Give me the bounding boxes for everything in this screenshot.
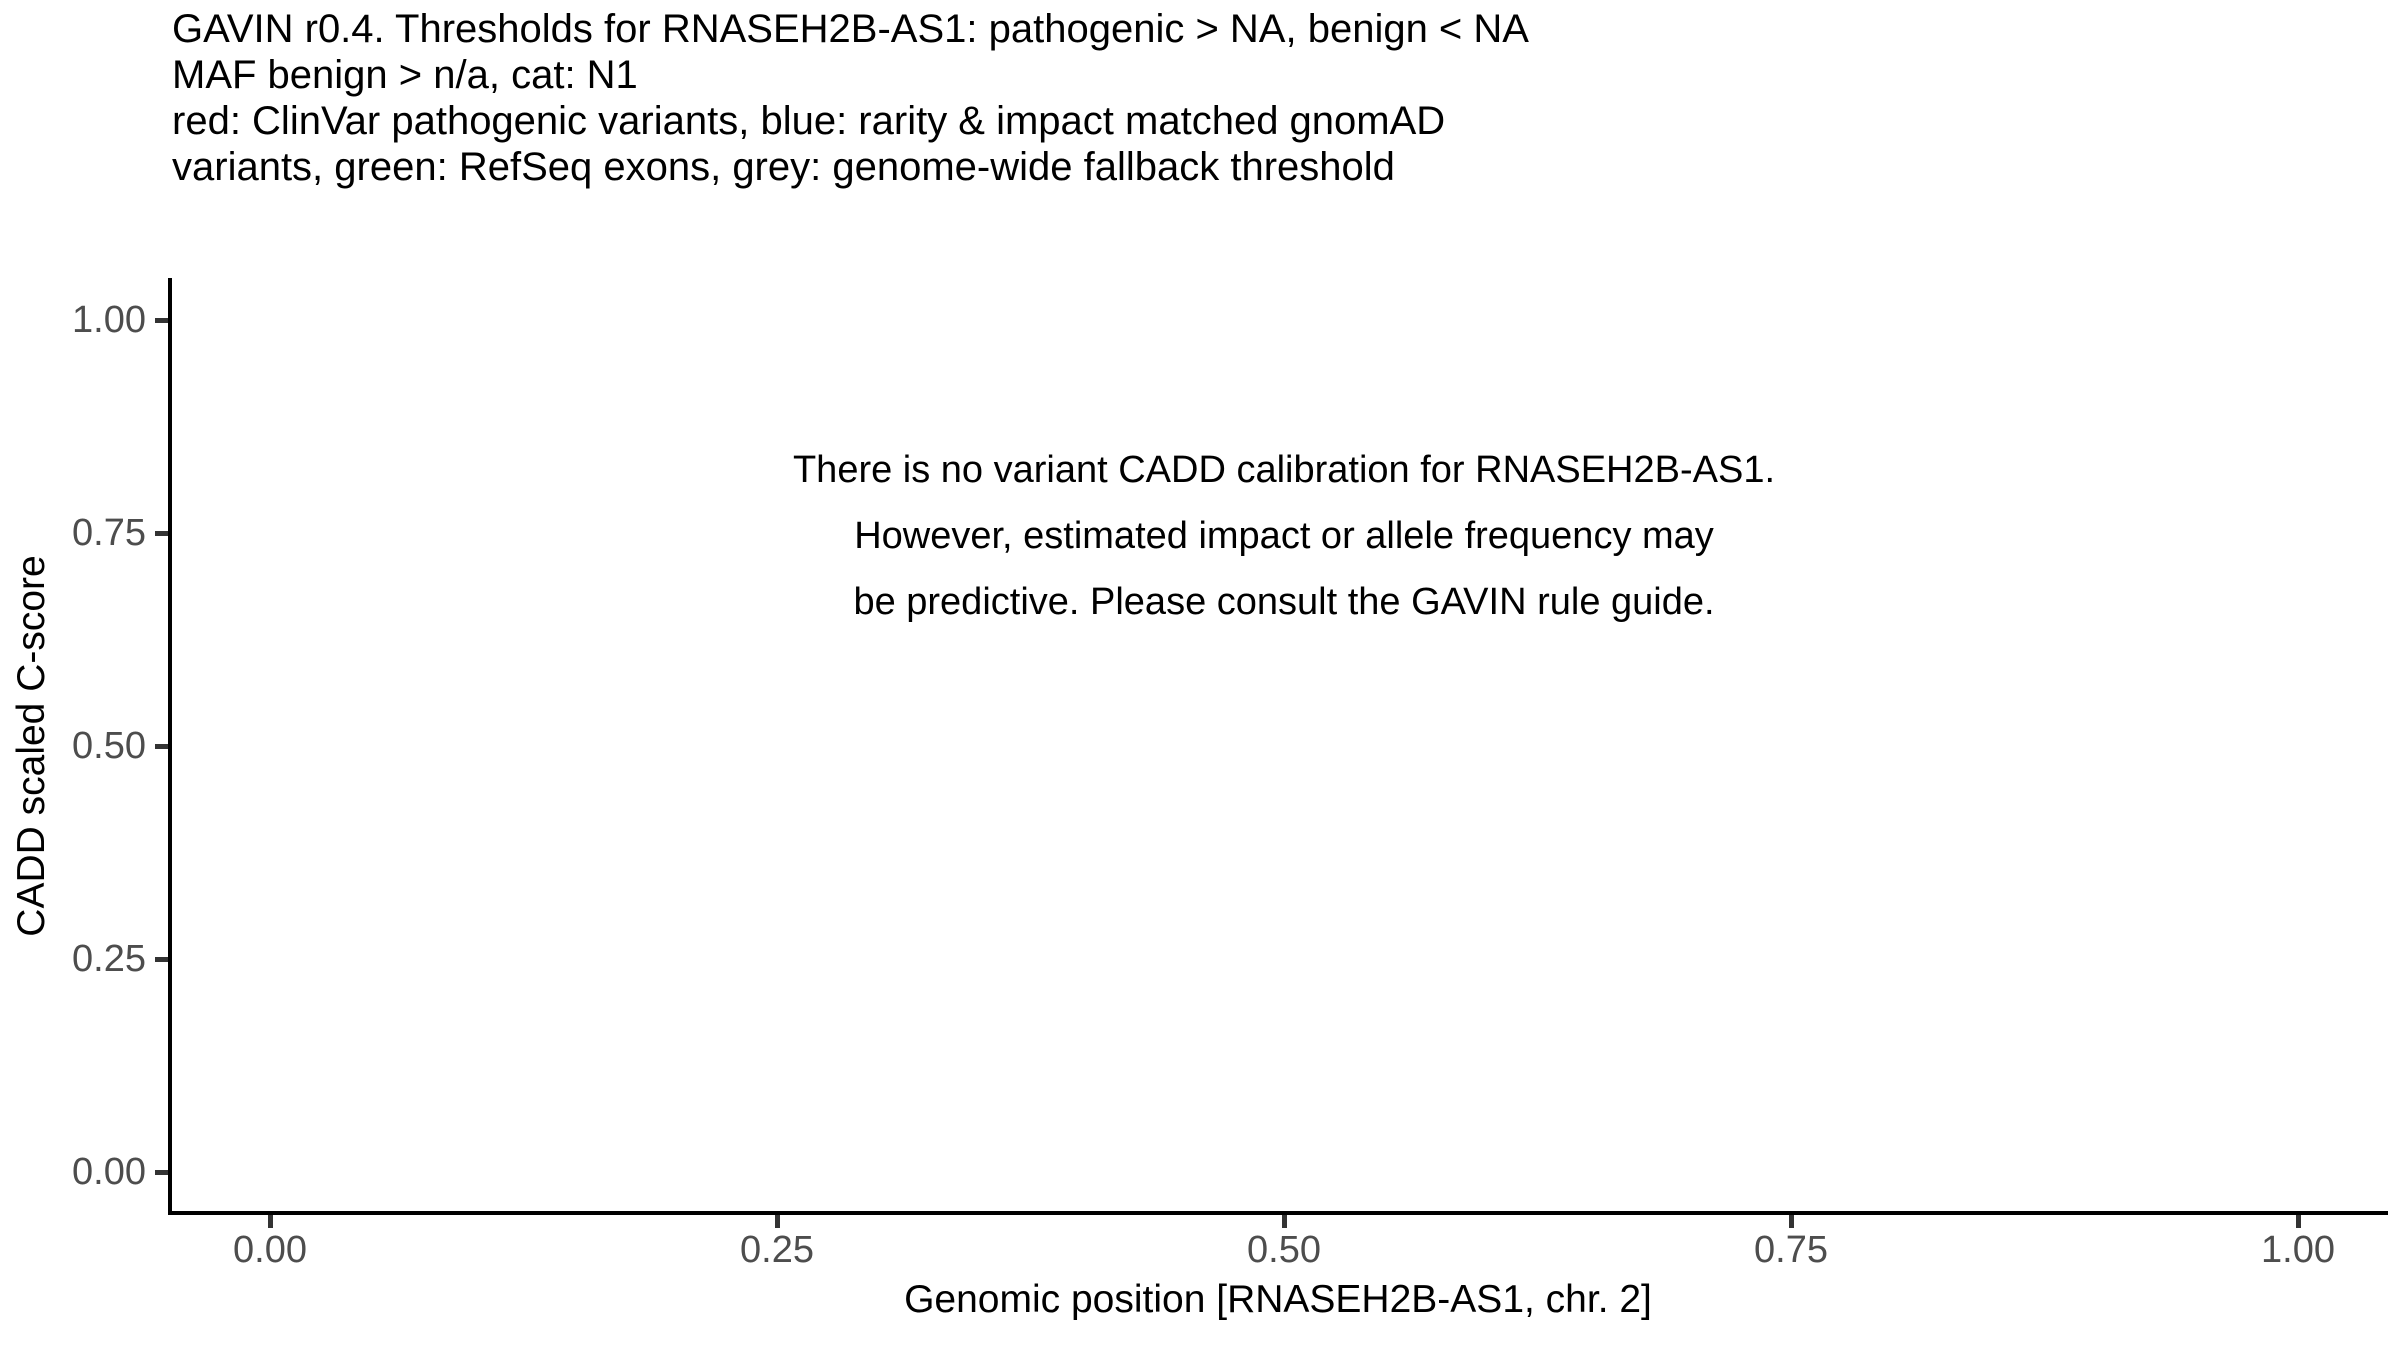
x-tick-mark xyxy=(1282,1215,1287,1228)
plot-title-line-2: MAF benign > n/a, cat: N1 xyxy=(172,53,638,97)
y-tick-label: 0.00 xyxy=(72,1151,146,1193)
plot-title-line-4: variants, green: RefSeq exons, grey: genome-wide fallback threshold xyxy=(172,145,1395,189)
y-tick-mark xyxy=(155,744,168,749)
y-tick-mark xyxy=(155,1170,168,1175)
annotation-line-1: There is no variant CADD calibration for RNASEH2B-AS1. xyxy=(792,449,1776,491)
no-calibration-annotation xyxy=(184,437,2384,635)
x-tick-label: 1.00 xyxy=(2261,1229,2335,1271)
x-tick-label: 0.75 xyxy=(1754,1229,1828,1271)
x-tick-mark xyxy=(1789,1215,1794,1228)
x-axis-title: Genomic position [RNASEH2B-AS1, chr. 2] xyxy=(904,1278,1652,1321)
y-tick-label: 1.00 xyxy=(72,299,146,341)
y-tick-label: 0.50 xyxy=(72,725,146,767)
plot-title-line-3: red: ClinVar pathogenic variants, blue: rarity & impact matched gnomAD xyxy=(172,99,1446,143)
y-tick-mark xyxy=(155,318,168,323)
plot-panel xyxy=(168,278,2388,1215)
x-tick-mark xyxy=(268,1215,273,1228)
plot-title xyxy=(172,6,1529,190)
x-tick-label: 0.50 xyxy=(1247,1229,1321,1271)
plot-title-line-1: GAVIN r0.4. Thresholds for RNASEH2B-AS1: pathogenic > NA, benign < NA xyxy=(172,7,1529,51)
x-tick-label: 0.00 xyxy=(233,1229,307,1271)
annotation-line-3: be predictive. Please consult the GAVIN rule guide. xyxy=(853,581,1715,623)
y-axis-title: CADD scaled C-score xyxy=(10,555,53,937)
x-tick-label: 0.25 xyxy=(740,1229,814,1271)
y-tick-label: 0.25 xyxy=(72,938,146,980)
annotation-line-2: However, estimated impact or allele frequency may xyxy=(854,515,1714,557)
x-tick-mark xyxy=(775,1215,780,1228)
y-tick-mark xyxy=(155,957,168,962)
y-tick-mark xyxy=(155,531,168,536)
x-tick-mark xyxy=(2296,1215,2301,1228)
y-tick-label: 0.75 xyxy=(72,512,146,554)
